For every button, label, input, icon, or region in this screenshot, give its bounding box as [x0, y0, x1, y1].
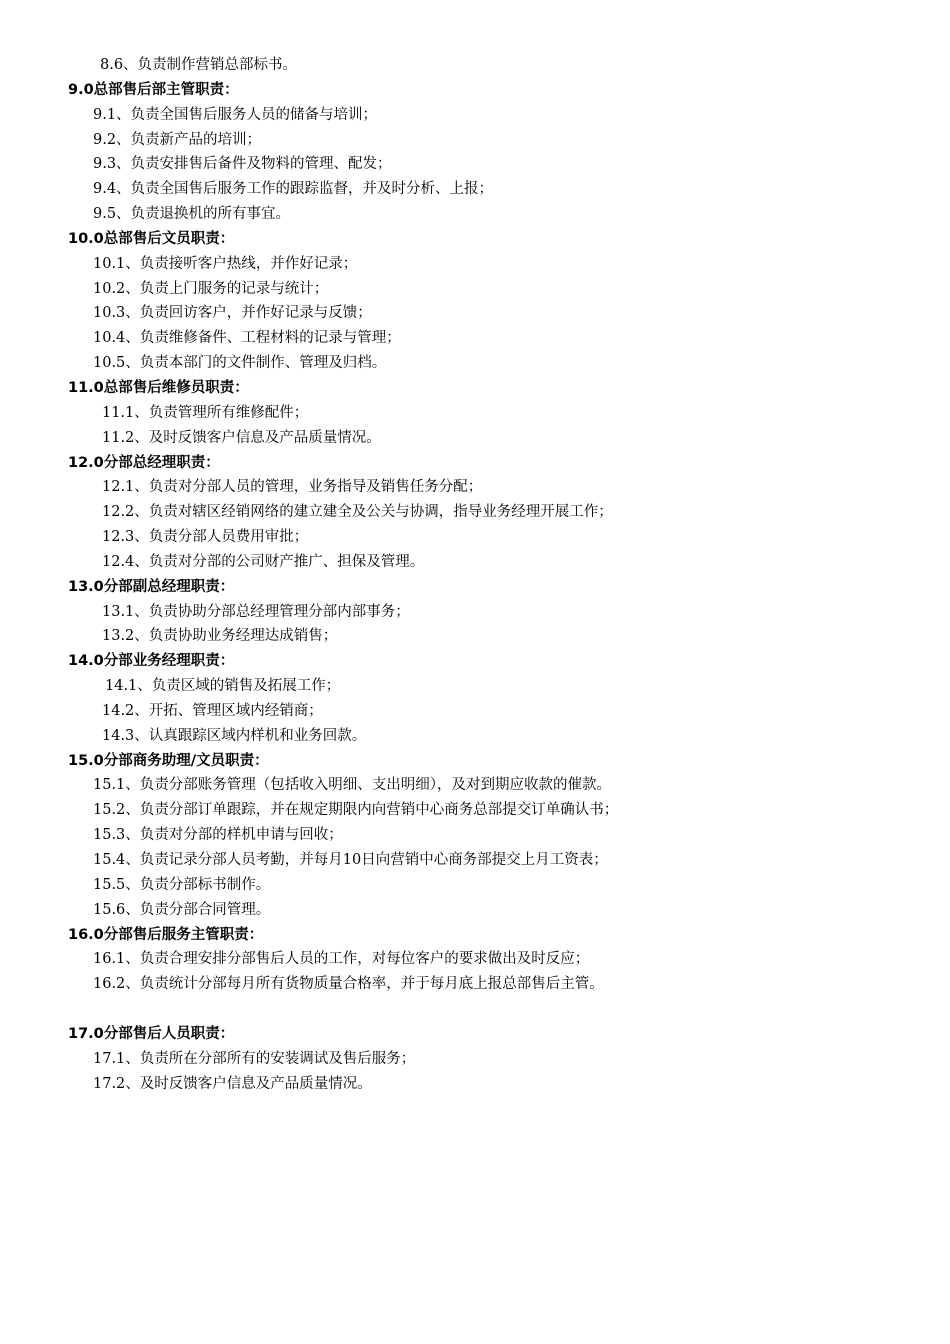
- duty-item: 11.2、及时反馈客户信息及产品质量情况。: [102, 429, 381, 446]
- duty-item: 9.3、负责安排售后备件及物料的管理、配发；: [93, 156, 392, 173]
- section-heading: 9.0总部售后部主管职责：: [68, 81, 239, 98]
- section-heading: 16.0分部售后服务主管职责：: [68, 926, 264, 943]
- duty-item: 15.2、负责分部订单跟踪，并在规定期限内向营销中心商务总部提交订单确认书；: [93, 802, 619, 819]
- duty-item: 10.4、负责维修备件、工程材料的记录与管理；: [93, 330, 401, 347]
- duty-item: 10.5、负责本部门的文件制作、管理及归档。: [93, 355, 387, 372]
- duty-item: 14.2、开拓、管理区域内经销商；: [102, 702, 323, 719]
- section-heading: 12.0分部总经理职责：: [68, 454, 220, 471]
- section-heading: 17.0分部售后人员职责：: [68, 1025, 235, 1042]
- section-heading: 15.0分部商务助理/文员职责：: [68, 752, 269, 769]
- duty-item: 12.1、负责对分部人员的管理，业务指导及销售任务分配；: [102, 479, 483, 496]
- section-heading: 11.0总部售后维修员职责：: [68, 379, 249, 396]
- duty-item: 10.2、负责上门服务的记录与统计；: [93, 280, 329, 297]
- duty-item: 14.1、负责区域的销售及拓展工作；: [105, 678, 341, 695]
- duty-item: 10.3、负责回访客户，并作好记录与反馈；: [93, 305, 372, 322]
- duty-item: 15.4、负责记录分部人员考勤，并每月10日向营销中心商务部提交上月工资表；: [93, 852, 608, 868]
- section-heading: 10.0总部售后文员职责：: [68, 230, 235, 247]
- document-page: [0, 53, 950, 1096]
- duty-item: 12.2、负责对辖区经销网络的建立建全及公关与协调，指导业务经理开展工作；: [102, 504, 613, 521]
- duty-item: 17.1、负责所在分部所有的安装调试及售后服务；: [93, 1050, 416, 1067]
- duty-item: 15.6、负责分部合同管理。: [93, 901, 271, 918]
- duty-item: 12.3、负责分部人员费用审批；: [102, 529, 309, 546]
- duty-item: 9.5、负责退换机的所有事宜。: [93, 206, 291, 223]
- duty-item: 16.1、负责合理安排分部售后人员的工作，对每位客户的要求做出及时反应；: [93, 951, 590, 968]
- duty-item: 15.1、负责分部账务管理（包括收入明细、支出明细），及对到期应收款的催款。: [93, 777, 612, 794]
- duty-item: 16.2、负责统计分部每月所有货物质量合格率，并于每月底上报总部售后主管。: [93, 976, 604, 993]
- duty-item: 9.1、负责全国售后服务人员的储备与培训；: [93, 106, 378, 123]
- duty-item: 17.2、及时反馈客户信息及产品质量情况。: [93, 1075, 372, 1092]
- duty-item: 13.1、负责协助分部总经理管理分部内部事务；: [102, 603, 410, 620]
- duty-item: 15.5、负责分部标书制作。: [93, 876, 271, 893]
- duty-item: 14.3、认真跟踪区域内样机和业务回款。: [102, 727, 367, 744]
- section-heading: 13.0分部副总经理职责：: [68, 578, 235, 595]
- duty-item: 13.2、负责协助业务经理达成销售；: [102, 628, 338, 645]
- duty-item: 12.4、负责对分部的公司财产推广、担保及管理。: [102, 553, 425, 570]
- duty-item: 15.3、负责对分部的样机申请与回收；: [93, 827, 343, 844]
- blank-line: [0, 997, 950, 1022]
- duty-item: 8.6、负责制作营销总部标书。: [100, 57, 298, 73]
- duty-item: 11.1、负责管理所有维修配件；: [102, 404, 309, 421]
- duty-item: 9.4、负责全国售后服务工作的跟踪监督，并及时分析、上报；: [93, 181, 494, 198]
- duty-item: 9.2、负责新产品的培训；: [93, 131, 262, 148]
- duty-item: 10.1、负责接听客户热线，并作好记录；: [93, 255, 358, 272]
- section-heading: 14.0分部业务经理职责：: [68, 653, 235, 670]
